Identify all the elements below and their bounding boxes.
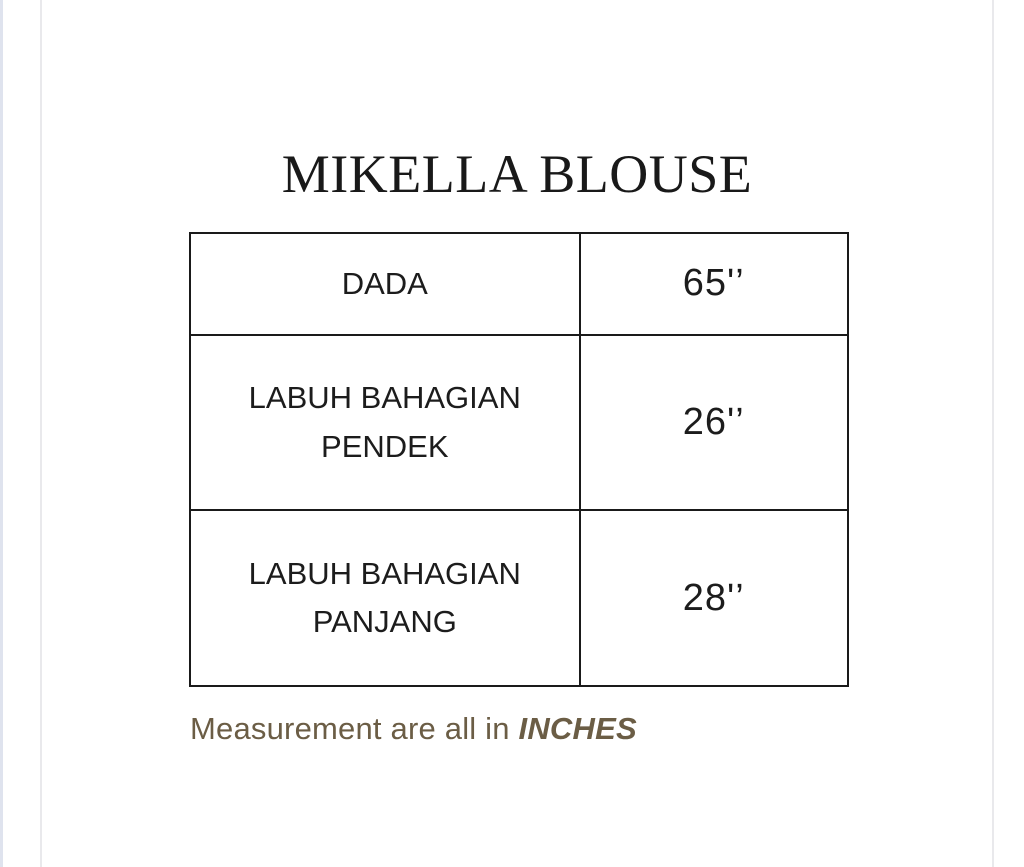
left-page-divider: [40, 0, 42, 867]
measurement-label-labuh-pendek: LABUH BAHAGIAN PENDEK: [190, 335, 580, 511]
right-page-divider: [992, 0, 994, 867]
size-chart-table: [189, 232, 849, 687]
measurement-note-unit: INCHES: [518, 711, 637, 746]
table-row: [190, 335, 848, 511]
measurement-value-dada: 65'’: [580, 233, 848, 335]
measurement-label-dada: DADA: [190, 233, 580, 335]
measurement-note-text: Measurement are all in: [190, 711, 519, 746]
measurement-note: [190, 711, 637, 747]
measurement-value-labuh-pendek: 26'’: [580, 335, 848, 511]
left-edge-strip: [0, 0, 3, 867]
table-row: [190, 510, 848, 686]
measurement-value-labuh-panjang: 28'’: [580, 510, 848, 686]
table-row: [190, 233, 848, 335]
measurement-label-labuh-panjang: LABUH BAHAGIAN PANJANG: [190, 510, 580, 686]
page-title: MIKELLA BLOUSE: [281, 144, 753, 204]
